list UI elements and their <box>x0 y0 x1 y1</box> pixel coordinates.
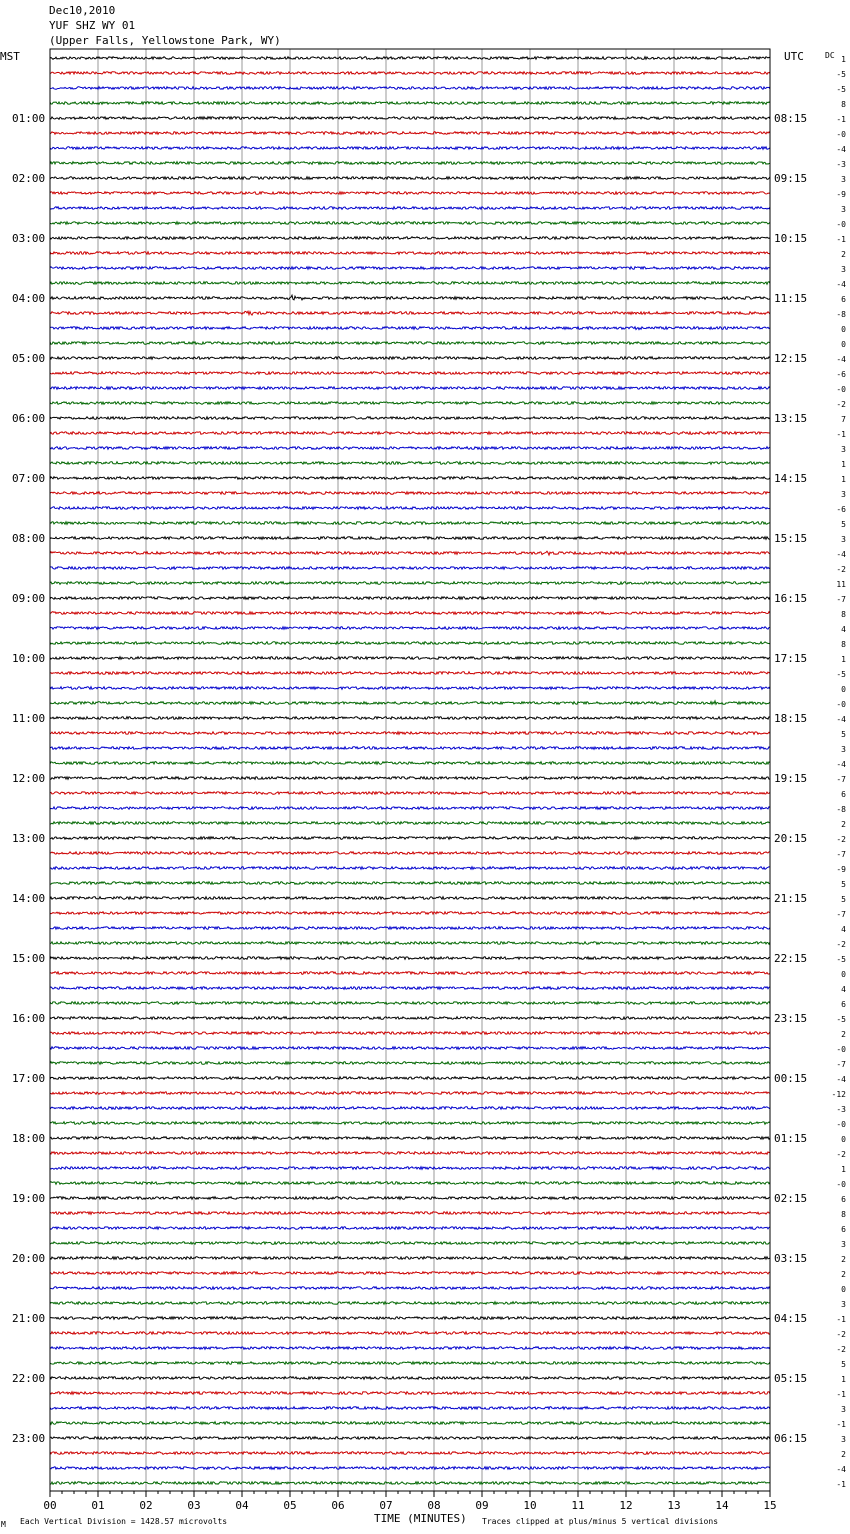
dc-offset-value: -9 <box>836 190 846 199</box>
dc-offset-value: 5 <box>841 730 846 739</box>
dc-offset-value: -9 <box>836 865 846 874</box>
dc-offset-value: -6 <box>836 505 846 514</box>
trace-row-45 <box>50 717 770 720</box>
dc-offset-value: -4 <box>836 280 846 289</box>
trace-row-47 <box>50 747 770 750</box>
hour-label-right: 20:15 <box>774 832 808 845</box>
trace-row-21 <box>50 357 770 360</box>
trace-row-5 <box>50 117 770 120</box>
trace-row-42 <box>50 672 770 675</box>
dc-offset-value: 2 <box>841 1255 846 1264</box>
hour-label-left: 08:00 <box>12 532 46 545</box>
dc-offset-value: 0 <box>841 970 846 979</box>
dc-offset-value: -3 <box>836 160 846 169</box>
dc-offset-value: -0 <box>836 385 846 394</box>
dc-offset-value: 3 <box>841 1435 846 1444</box>
trace-row-69 <box>50 1077 770 1080</box>
trace-row-87 <box>50 1347 770 1350</box>
trace-row-66 <box>50 1032 770 1035</box>
trace-row-1 <box>50 57 770 60</box>
hour-label-left: 17:00 <box>12 1072 46 1085</box>
dc-offset-value: 1 <box>841 55 846 64</box>
hour-label-left: 19:00 <box>12 1192 46 1205</box>
dc-offset-value: 8 <box>841 610 846 619</box>
hour-label-left: 18:00 <box>12 1132 46 1145</box>
dc-offset-value: -1 <box>836 235 846 244</box>
trace-row-64 <box>50 1002 770 1005</box>
dc-offset-value: -7 <box>836 1060 846 1069</box>
trace-row-44 <box>50 701 770 704</box>
trace-row-60 <box>50 942 770 945</box>
trace-row-41 <box>50 657 770 660</box>
hour-label-right: 13:15 <box>774 412 808 425</box>
x-tick-label-02: 02 <box>139 1499 153 1512</box>
dc-offset-value: -5 <box>836 955 846 964</box>
trace-row-8 <box>50 162 770 165</box>
trace-row-3 <box>50 87 770 90</box>
dc-column-label: DC <box>825 51 835 60</box>
hour-label-left: 02:00 <box>12 172 46 185</box>
dc-offset-value: -4 <box>836 1465 846 1474</box>
dc-offset-value: 3 <box>841 175 846 184</box>
hour-label-left: 04:00 <box>12 292 46 305</box>
dc-offset-value: 1 <box>841 1375 846 1384</box>
trace-row-32 <box>50 522 770 525</box>
hour-label-left: 12:00 <box>12 772 46 785</box>
dc-offset-value: 5 <box>841 880 846 889</box>
hour-label-left: 16:00 <box>12 1012 46 1025</box>
x-tick-label-04: 04 <box>235 1499 249 1512</box>
hour-label-left: 10:00 <box>12 652 46 665</box>
hour-label-left: 09:00 <box>12 592 46 605</box>
hour-label-right: 11:15 <box>774 292 808 305</box>
trace-row-85 <box>50 1317 770 1320</box>
trace-row-79 <box>50 1227 770 1230</box>
dc-offset-value: -2 <box>836 1150 846 1159</box>
dc-offset-value: 3 <box>841 490 846 499</box>
trace-row-2 <box>50 72 770 75</box>
dc-offset-value: 3 <box>841 1300 846 1309</box>
trace-row-29 <box>50 477 770 480</box>
trace-row-40 <box>50 642 770 645</box>
dc-offset-value: -4 <box>836 760 846 769</box>
hour-label-left: 07:00 <box>12 472 46 485</box>
dc-offset-value: -1 <box>836 1315 846 1324</box>
trace-row-16 <box>50 282 770 285</box>
hour-label-left: 20:00 <box>12 1252 46 1265</box>
dc-offset-value: -8 <box>836 310 846 319</box>
hour-label-right: 01:15 <box>774 1132 808 1145</box>
trace-row-34 <box>50 551 770 555</box>
dc-offset-value: 6 <box>841 295 846 304</box>
trace-row-22 <box>50 372 770 375</box>
seismic-traces <box>50 57 770 1485</box>
dc-offset-value: -5 <box>836 70 846 79</box>
dc-offset-value: 3 <box>841 745 846 754</box>
dc-offset-value: -0 <box>836 1180 846 1189</box>
hour-label-right: 22:15 <box>774 952 808 965</box>
trace-row-35 <box>50 567 770 570</box>
dc-offset-value: 1 <box>841 1165 846 1174</box>
dc-offset-value: 4 <box>841 985 846 994</box>
dc-offset-value: -2 <box>836 400 846 409</box>
trace-row-67 <box>50 1047 770 1050</box>
dc-offset-value: 2 <box>841 1030 846 1039</box>
trace-row-77 <box>50 1197 770 1200</box>
trace-row-71 <box>50 1107 770 1110</box>
left-timezone-label: MST <box>0 50 20 63</box>
trace-row-94 <box>50 1452 770 1455</box>
trace-row-56 <box>50 882 770 885</box>
x-tick-label-09: 09 <box>475 1499 489 1512</box>
dc-offset-value: -5 <box>836 1015 846 1024</box>
dc-offset-value: 3 <box>841 1240 846 1249</box>
hour-label-right: 03:15 <box>774 1252 808 1265</box>
trace-row-81 <box>50 1257 770 1260</box>
dc-offset-value: -0 <box>836 1045 846 1054</box>
dc-offset-value: 3 <box>841 205 846 214</box>
x-tick-label-14: 14 <box>715 1499 729 1512</box>
trace-row-89 <box>50 1377 770 1380</box>
dc-offset-value: 5 <box>841 895 846 904</box>
trace-row-78 <box>50 1212 770 1215</box>
trace-row-27 <box>50 447 770 450</box>
dc-offset-value: 1 <box>841 475 846 484</box>
corner-mark: M <box>1 1520 6 1529</box>
dc-offset-value: 6 <box>841 1225 846 1234</box>
dc-offset-value: -12 <box>831 1090 846 1099</box>
x-tick-label-01: 01 <box>91 1499 105 1512</box>
trace-row-4 <box>50 102 770 105</box>
header-location: (Upper Falls, Yellowstone Park, WY) <box>49 34 281 47</box>
trace-row-14 <box>50 252 770 255</box>
right-timezone-label: UTC <box>784 50 804 63</box>
trace-row-57 <box>50 897 770 900</box>
hour-label-left: 22:00 <box>12 1372 46 1385</box>
dc-offset-value: -1 <box>836 1390 846 1399</box>
dc-offset-value: -0 <box>836 130 846 139</box>
trace-row-51 <box>50 807 770 810</box>
hour-label-left: 14:00 <box>12 892 46 905</box>
x-tick-label-00: 00 <box>43 1499 57 1512</box>
trace-row-68 <box>50 1062 770 1065</box>
dc-offset-value: 2 <box>841 1450 846 1459</box>
x-tick-label-10: 10 <box>523 1499 537 1512</box>
trace-row-72 <box>50 1122 770 1125</box>
trace-row-76 <box>50 1182 770 1185</box>
dc-offset-value: 3 <box>841 265 846 274</box>
trace-row-65 <box>50 1017 770 1020</box>
trace-row-91 <box>50 1407 770 1410</box>
dc-offset-value: -5 <box>836 85 846 94</box>
x-tick-label-03: 03 <box>187 1499 201 1512</box>
trace-row-39 <box>50 627 770 630</box>
trace-row-59 <box>50 927 770 930</box>
hour-label-left: 23:00 <box>12 1432 46 1445</box>
x-tick-label-12: 12 <box>619 1499 633 1512</box>
dc-offset-value: -1 <box>836 1480 846 1489</box>
dc-offset-value: 1 <box>841 460 846 469</box>
header-station: YUF SHZ WY 01 <box>49 19 136 32</box>
trace-row-11 <box>50 207 770 210</box>
hour-label-left: 13:00 <box>12 832 46 845</box>
clip-note: Traces clipped at plus/minus 5 vertical divisions <box>482 1517 719 1526</box>
dc-offset-value: -4 <box>836 145 846 154</box>
hour-label-right: 05:15 <box>774 1372 808 1385</box>
hour-label-right: 00:15 <box>774 1072 808 1085</box>
dc-offset-value: 8 <box>841 100 846 109</box>
trace-row-30 <box>50 492 770 495</box>
hour-label-right: 08:15 <box>774 112 808 125</box>
trace-row-10 <box>50 192 770 195</box>
trace-row-58 <box>50 912 770 915</box>
hour-label-right: 14:15 <box>774 472 808 485</box>
x-tick-label-05: 05 <box>283 1499 297 1512</box>
dc-offset-value: 3 <box>841 535 846 544</box>
dc-offset-value: -5 <box>836 670 846 679</box>
trace-row-92 <box>50 1422 770 1425</box>
trace-row-9 <box>50 177 770 180</box>
trace-row-88 <box>50 1362 770 1365</box>
dc-offset-value: -2 <box>836 565 846 574</box>
dc-offset-value: 0 <box>841 340 846 349</box>
trace-row-50 <box>50 792 770 795</box>
hour-label-right: 15:15 <box>774 532 808 545</box>
trace-row-53 <box>50 837 770 840</box>
x-tick-label-15: 15 <box>763 1499 777 1512</box>
dc-offset-value: -0 <box>836 700 846 709</box>
hour-label-right: 21:15 <box>774 892 808 905</box>
dc-offset-value: -6 <box>836 370 846 379</box>
trace-row-52 <box>50 822 770 825</box>
dc-offset-value: -1 <box>836 1420 846 1429</box>
dc-offset-value: 4 <box>841 625 846 634</box>
hour-label-right: 12:15 <box>774 352 808 365</box>
dc-offset-value: 3 <box>841 1405 846 1414</box>
trace-row-33 <box>50 537 770 540</box>
trace-row-31 <box>50 507 770 510</box>
x-tick-label-08: 08 <box>427 1499 441 1512</box>
trace-row-93 <box>50 1437 770 1440</box>
trace-row-54 <box>50 852 770 855</box>
trace-row-83 <box>50 1287 770 1290</box>
dc-offset-value: -4 <box>836 1075 846 1084</box>
dc-offset-value: 6 <box>841 1195 846 1204</box>
dc-offset-value: 6 <box>841 1000 846 1009</box>
trace-row-82 <box>50 1272 770 1275</box>
minute-gridlines <box>98 49 722 1491</box>
dc-offset-value: -2 <box>836 1345 846 1354</box>
trace-row-63 <box>50 987 770 990</box>
dc-offset-value: -7 <box>836 910 846 919</box>
trace-row-20 <box>50 342 770 345</box>
scale-note: Each Vertical Division = 1428.57 microvolts <box>20 1517 228 1526</box>
dc-offset-value: -0 <box>836 220 846 229</box>
hour-label-left: 01:00 <box>12 112 46 125</box>
trace-row-73 <box>50 1137 770 1140</box>
trace-row-80 <box>50 1242 770 1245</box>
dc-offset-value: 2 <box>841 1270 846 1279</box>
dc-offset-value: -7 <box>836 850 846 859</box>
dc-offset-value: 8 <box>841 1210 846 1219</box>
trace-row-90 <box>50 1392 770 1395</box>
trace-row-26 <box>50 432 770 435</box>
hour-label-right: 23:15 <box>774 1012 808 1025</box>
trace-row-74 <box>50 1152 770 1155</box>
hour-label-left: 05:00 <box>12 352 46 365</box>
dc-offset-value: -7 <box>836 775 846 784</box>
dc-offset-value: -0 <box>836 1120 846 1129</box>
trace-row-86 <box>50 1332 770 1335</box>
trace-row-23 <box>50 387 770 390</box>
hour-label-right: 02:15 <box>774 1192 808 1205</box>
plot-frame <box>50 49 770 1491</box>
trace-row-6 <box>50 132 770 135</box>
trace-row-62 <box>50 972 770 975</box>
dc-offset-value: 0 <box>841 1285 846 1294</box>
trace-row-12 <box>50 222 770 225</box>
dc-offset-value: 1 <box>841 655 846 664</box>
hour-label-left: 15:00 <box>12 952 46 965</box>
dc-offset-value: 6 <box>841 790 846 799</box>
dc-offset-value: 2 <box>841 820 846 829</box>
hour-label-right: 17:15 <box>774 652 808 665</box>
dc-offset-value: -8 <box>836 805 846 814</box>
dc-offset-value: -2 <box>836 1330 846 1339</box>
trace-row-36 <box>50 582 770 585</box>
trace-row-48 <box>50 762 770 765</box>
trace-row-17 <box>50 295 770 300</box>
x-axis-title: TIME (MINUTES) <box>374 1512 467 1525</box>
dc-offset-value: -1 <box>836 430 846 439</box>
dc-offset-value: 8 <box>841 640 846 649</box>
hour-label-right: 10:15 <box>774 232 808 245</box>
trace-row-18 <box>50 311 770 315</box>
dc-offset-value: 4 <box>841 925 846 934</box>
hour-label-left: 06:00 <box>12 412 46 425</box>
trace-row-24 <box>50 402 770 405</box>
dc-offset-value: 0 <box>841 325 846 334</box>
dc-offset-value: -4 <box>836 355 846 364</box>
dc-offset-value: -4 <box>836 715 846 724</box>
hour-label-right: 09:15 <box>774 172 808 185</box>
hour-label-left: 03:00 <box>12 232 46 245</box>
trace-row-55 <box>50 867 770 870</box>
dc-offset-value: -2 <box>836 940 846 949</box>
trace-row-84 <box>50 1302 770 1305</box>
hour-label-right: 19:15 <box>774 772 808 785</box>
trace-row-61 <box>50 957 770 960</box>
trace-row-7 <box>50 147 770 150</box>
x-tick-label-07: 07 <box>379 1499 393 1512</box>
dc-offset-value: -2 <box>836 835 846 844</box>
trace-row-70 <box>50 1092 770 1095</box>
hour-label-right: 06:15 <box>774 1432 808 1445</box>
trace-row-15 <box>50 267 770 270</box>
dc-offset-value: 5 <box>841 520 846 529</box>
trace-row-96 <box>50 1482 770 1485</box>
hour-label-left: 21:00 <box>12 1312 46 1325</box>
dc-offset-value: -3 <box>836 1105 846 1114</box>
trace-row-37 <box>50 597 770 600</box>
x-tick-label-06: 06 <box>331 1499 345 1512</box>
hour-label-right: 04:15 <box>774 1312 808 1325</box>
hour-label-right: 18:15 <box>774 712 808 725</box>
dc-offset-value: -7 <box>836 595 846 604</box>
trace-row-75 <box>50 1167 770 1170</box>
trace-row-19 <box>50 327 770 330</box>
hour-label-right: 16:15 <box>774 592 808 605</box>
dc-offset-value: 7 <box>841 415 846 424</box>
trace-row-43 <box>50 687 770 690</box>
trace-row-49 <box>50 777 770 780</box>
trace-row-46 <box>50 732 770 735</box>
dc-offset-value: 0 <box>841 685 846 694</box>
header-date: Dec10,2010 <box>49 4 116 17</box>
dc-offset-value: 2 <box>841 250 846 259</box>
dc-offset-value: 5 <box>841 1360 846 1369</box>
trace-row-25 <box>50 417 770 420</box>
dc-offset-value: 11 <box>836 580 846 589</box>
x-tick-label-13: 13 <box>667 1499 681 1512</box>
x-tick-label-11: 11 <box>571 1499 585 1512</box>
trace-row-28 <box>50 462 770 465</box>
trace-row-95 <box>50 1467 770 1470</box>
dc-offset-value: 0 <box>841 1135 846 1144</box>
hour-label-left: 11:00 <box>12 712 46 725</box>
dc-offset-value: -1 <box>836 115 846 124</box>
dc-offset-value: 3 <box>841 445 846 454</box>
x-axis-ticks <box>43 1491 776 1512</box>
trace-row-13 <box>50 237 770 240</box>
trace-row-38 <box>50 612 770 615</box>
dc-offset-value: -4 <box>836 550 846 559</box>
